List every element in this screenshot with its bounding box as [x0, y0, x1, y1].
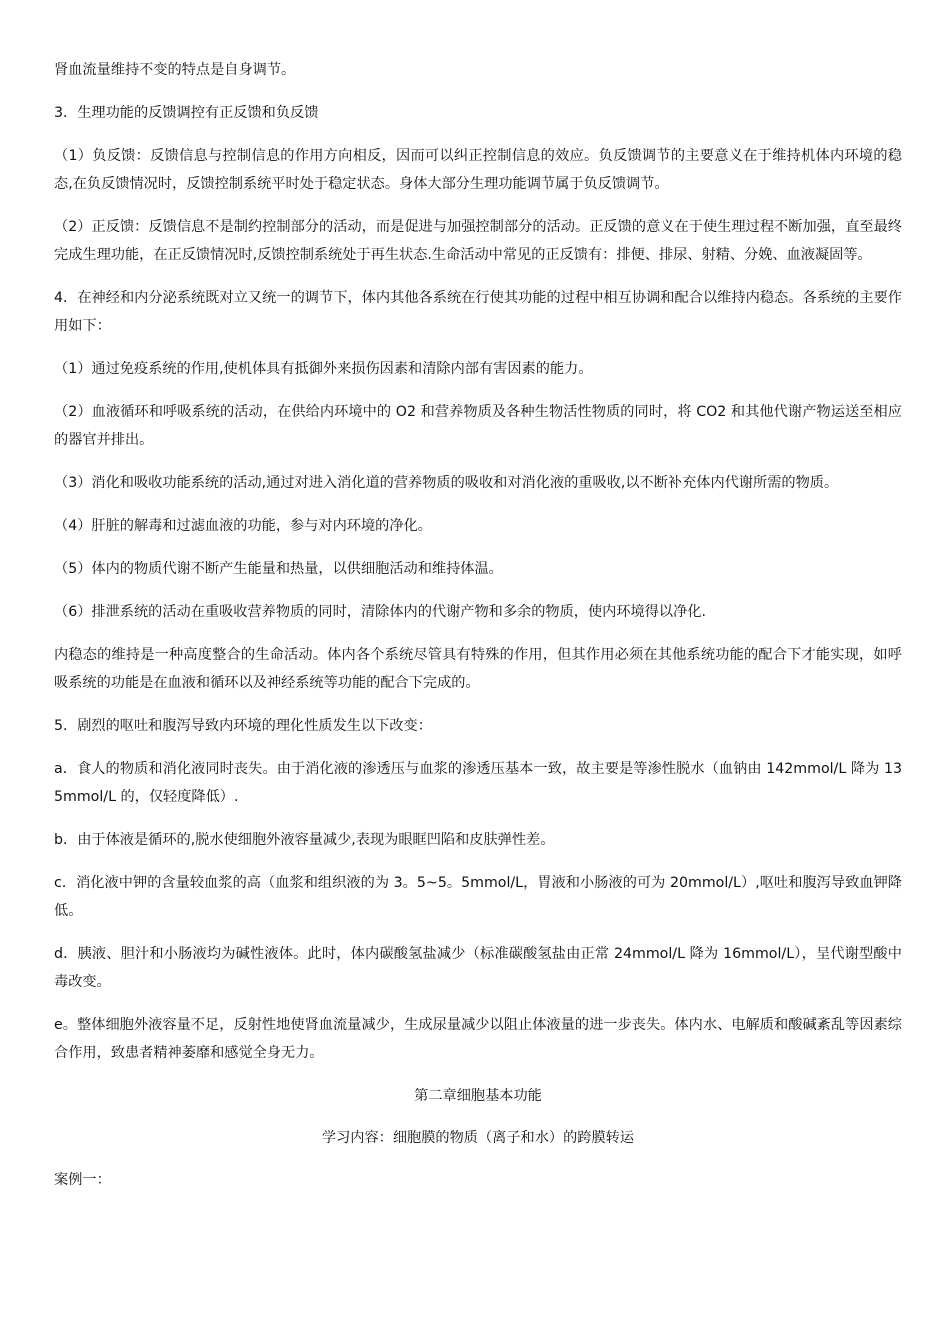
study-content-heading: 学习内容：细胞膜的物质（离子和水）的跨膜转运: [321, 1130, 635, 1146]
chapter-title: 第二章细胞基本功能: [414, 1088, 542, 1104]
paragraph-item-a: a．食人的物质和消化液同时丧失。由于消化液的渗透压与血浆的渗透压基本一致，故主要是等渗性脱水（血钠由 142mmol/L 降为 135mmol/L 的，仅轻度降低）.: [54, 761, 902, 805]
paragraph-excretion: （6）排泄系统的活动在重吸收营养物质的同时，清除体内的代谢产物和多余的物质，使内环境得以净化.: [54, 604, 706, 620]
paragraph-digestion: （3）消化和吸收功能系统的活动,通过对进入消化道的营养物质的吸收和对消化液的重吸收,以不断补充体内代谢所需的物质。: [54, 475, 839, 491]
paragraph-vomiting-heading: 5．剧烈的呕吐和腹泻导致内环境的理化性质发生以下改变：: [54, 718, 432, 734]
paragraph-item-d: d．胰液、胆汁和小肠液均为碱性液体。此时，体内碳酸氢盐减少（标准碳酸氢盐由正常 24mmol/L 降为 16mmol/L），呈代谢型酸中毒改变。: [54, 946, 902, 990]
paragraph-circulation-respiration: （2）血液循环和呼吸系统的活动，在供给内环境中的 O2 和营养物质及各种生物活性物质的同时，将 CO2 和其他代谢产物运送至相应的器官并排出。: [54, 404, 902, 448]
paragraph-immune-system: （1）通过免疫系统的作用,使机体具有抵御外来损伤因素和清除内部有害因素的能力。: [54, 361, 593, 377]
paragraph-negative-feedback: （1）负反馈：反馈信息与控制信息的作用方向相反，因而可以纠正控制信息的效应。负反馈调节的主要意义在于维持机体内环境的稳态,在负反馈情况时，反馈控制系统平时处于稳定状态。身体大部分生理功能调节属于负反馈调节。: [54, 148, 902, 192]
document-page: [54, 56, 902, 1209]
paragraph-homeostasis-summary: 内稳态的维持是一种高度整合的生命活动。体内各个系统尽管具有特殊的作用，但其作用必须在其他系统功能的配合下才能实现，如呼吸系统的功能是在血液和循环以及神经系统等功能的配合下完成的。: [54, 647, 902, 691]
paragraph-renal-autoregulation: 肾血流量维持不变的特点是自身调节。: [54, 62, 296, 78]
case-label: 案例一：: [54, 1172, 111, 1188]
paragraph-positive-feedback: （2）正反馈：反馈信息不是制约控制部分的活动，而是促进与加强控制部分的活动。正反馈的意义在于使生理过程不断加强，直至最终完成生理功能，在正反馈情况时,反馈控制系统处于再生状态.生命活动中常见的正反馈有：排便、排尿、射精、分娩、血液凝固等。: [54, 219, 902, 263]
paragraph-item-b: b．由于体液是循环的,脱水使细胞外液容量减少,表现为眼眶凹陷和皮肤弹性差。: [54, 832, 555, 848]
paragraph-item-e: e。整体细胞外液容量不足，反射性地使肾血流量减少，生成尿量减少以阻止体液量的进一步丧失。体内水、电解质和酸碱紊乱等因素综合作用，致患者精神萎靡和感觉全身无力。: [54, 1017, 902, 1061]
paragraph-item-c: c．消化液中钾的含量较血浆的高（血浆和组织液的为 3。5~5。5mmol/L，胃液和小肠液的可为 20mmol/L）,呕吐和腹泻导致血钾降低。: [54, 875, 902, 919]
paragraph-homeostasis-intro: 4．在神经和内分泌系统既对立又统一的调节下，体内其他各系统在行使其功能的过程中相互协调和配合以维持内稳态。各系统的主要作用如下：: [54, 290, 902, 334]
paragraph-metabolism: （5）体内的物质代谢不断产生能量和热量，以供细胞活动和维持体温。: [54, 561, 503, 577]
paragraph-feedback-heading: 3．生理功能的反馈调控有正反馈和负反馈: [54, 105, 319, 121]
paragraph-liver: （4）肝脏的解毒和过滤血液的功能，参与对内环境的净化。: [54, 518, 432, 534]
